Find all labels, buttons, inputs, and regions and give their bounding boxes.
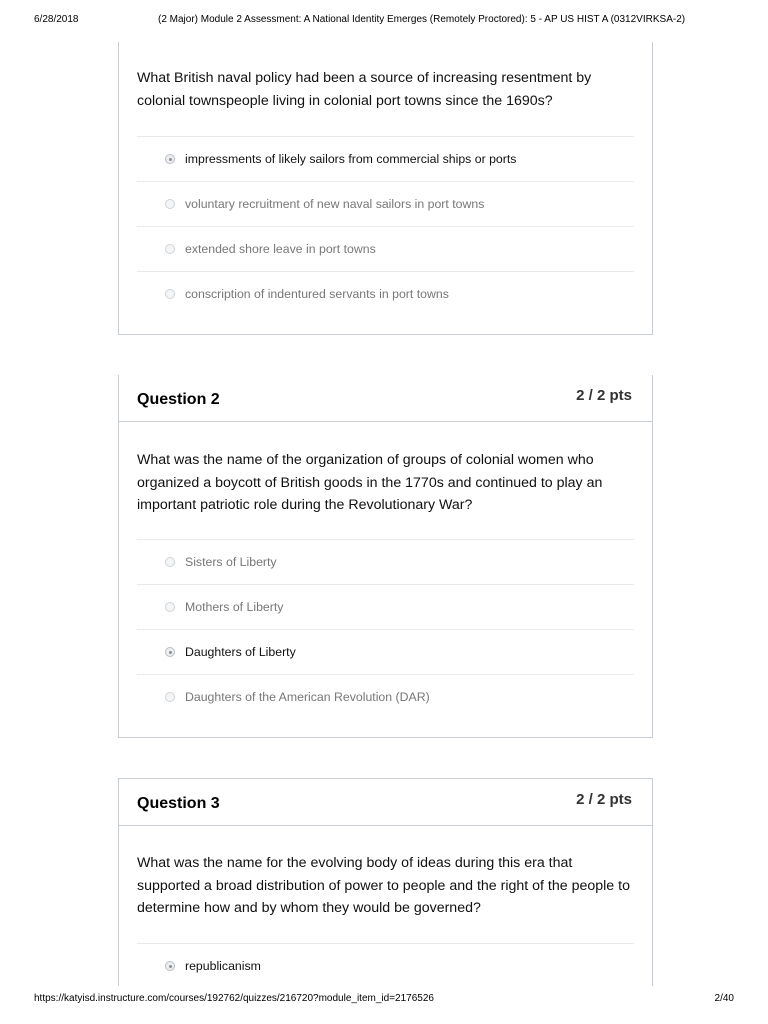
answer-label: Daughters of Liberty [185, 645, 296, 659]
question-card-1 [118, 42, 653, 335]
question-text: What was the name for the evolving body of ideas during this era that supported a broad distribution of power to people and the right of the people to determine how and by whom they would be governed? [137, 855, 630, 916]
radio-icon[interactable] [165, 244, 175, 254]
print-title: (2 Major) Module 2 Assessment: A National Identity Emerges (Remotely Proctored): 5 - AP US HIST A (0312VIRKSA-2) [158, 14, 686, 25]
radio-icon[interactable] [165, 692, 175, 702]
print-date: 6/28/2018 [34, 14, 79, 25]
radio-selected-icon[interactable] [165, 647, 175, 657]
answer-list [137, 539, 634, 719]
answer-option[interactable] [137, 136, 634, 181]
question-text: What British naval policy had been a source of increasing resentment by colonial townspeople living in colonial port towns since the 1690s? [137, 70, 592, 109]
print-header [0, 14, 768, 28]
answer-label: Daughters of the American Revolution (DAR) [185, 690, 430, 704]
print-url: https://katyisd.instructure.com/courses/192762/quizzes/216720?module_item_id=2176526 [34, 993, 434, 1004]
answer-list [137, 136, 634, 316]
radio-selected-icon[interactable] [165, 154, 175, 164]
question-points: 2 / 2 pts [576, 387, 632, 404]
answer-label: extended shore leave in port towns [185, 242, 376, 256]
question-card-3 [118, 778, 653, 986]
question-card-2 [118, 375, 653, 738]
radio-icon[interactable] [165, 199, 175, 209]
answer-option[interactable] [137, 539, 634, 584]
radio-icon[interactable] [165, 289, 175, 299]
answer-label: republicanism [185, 959, 261, 973]
answer-option[interactable] [137, 629, 634, 674]
answer-option[interactable] [137, 226, 634, 271]
answer-option[interactable] [137, 271, 634, 316]
answer-option[interactable] [137, 181, 634, 226]
answer-option[interactable] [137, 674, 634, 719]
answer-label: impressments of likely sailors from commercial ships or ports [185, 152, 517, 166]
answer-label: conscription of indentured servants in port towns [185, 287, 449, 301]
question-points: 2 / 2 pts [576, 791, 632, 808]
page-number: 2/40 [714, 993, 734, 1004]
radio-selected-icon[interactable] [165, 961, 175, 971]
question-header [119, 375, 652, 422]
answer-label: voluntary recruitment of new naval sailors in port towns [185, 197, 485, 211]
answer-label: Sisters of Liberty [185, 555, 277, 569]
radio-icon[interactable] [165, 557, 175, 567]
answer-label: Mothers of Liberty [185, 600, 284, 614]
question-header [119, 779, 652, 826]
answer-option[interactable] [137, 584, 634, 629]
print-footer [0, 993, 768, 1007]
answer-option[interactable] [137, 943, 634, 988]
answer-list [137, 943, 634, 988]
radio-icon[interactable] [165, 602, 175, 612]
question-title: Question 2 [137, 391, 220, 408]
question-title: Question 3 [137, 795, 220, 812]
question-text: What was the name of the organization of groups of colonial women who organized a boycott of British goods in the 1770s and continued to play an important patriotic role during the Revolutionary War? [137, 452, 603, 513]
